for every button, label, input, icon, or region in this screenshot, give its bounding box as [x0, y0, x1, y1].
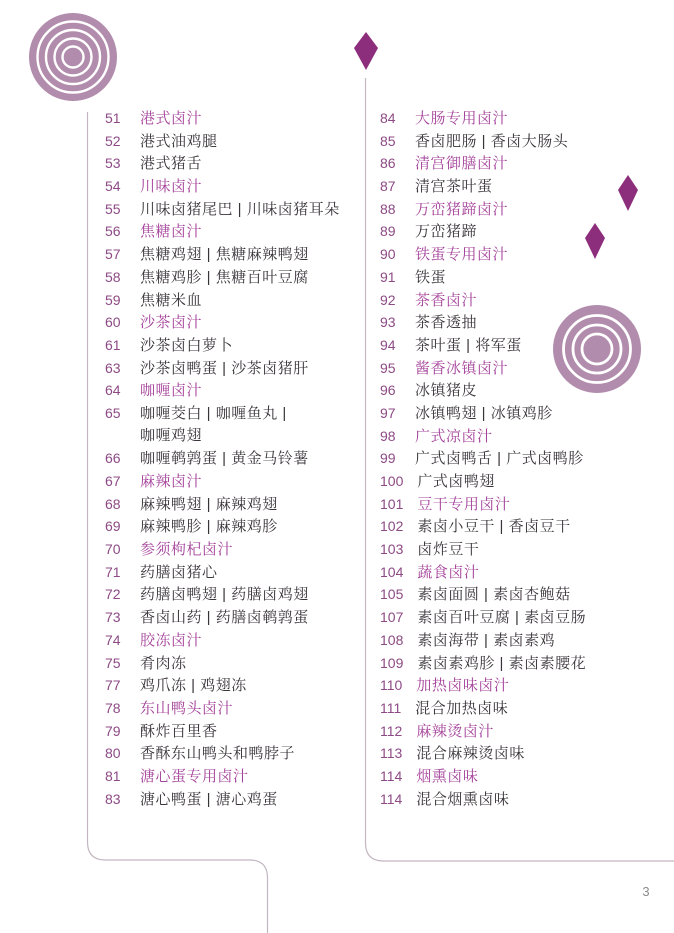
- entry-number: 77: [105, 677, 121, 694]
- toc-row: [380, 289, 586, 312]
- entry-title: 焦糖卤汁: [140, 223, 203, 241]
- entry-number: 66: [105, 450, 121, 467]
- entry-title: 广式卤鸭舌 | 广式卤鸭胗: [415, 450, 584, 468]
- entry-number: 113: [380, 745, 403, 762]
- toc-row: [380, 220, 586, 243]
- toc-row: [380, 697, 586, 720]
- entry-number: 87: [380, 178, 396, 195]
- entry-number: 89: [380, 223, 396, 240]
- entry-title: 沙茶卤白萝卜: [140, 336, 234, 354]
- entry-title: 万峦猪蹄卤汁: [415, 200, 509, 218]
- entry-number: 67: [105, 473, 121, 489]
- entry-title: 冰镇猪皮: [415, 382, 478, 400]
- entry-title: 港式卤汁: [140, 110, 203, 127]
- toc-row: [380, 561, 586, 584]
- entry-number: 69: [105, 518, 121, 535]
- entry-number: 107: [380, 609, 404, 626]
- entry-title: 素卤小豆干 | 香卤豆干: [417, 518, 571, 536]
- entry-title: 沙茶卤鸭蛋 | 沙茶卤猪肝: [140, 359, 309, 377]
- toc-row: [380, 538, 586, 561]
- entry-number: 58: [105, 268, 121, 285]
- entry-number: 75: [105, 654, 121, 671]
- entry-number: 54: [105, 178, 121, 195]
- toc-row: [380, 493, 586, 516]
- diamond-right-lower: [585, 223, 605, 259]
- toc-row: [380, 629, 586, 652]
- toc-row: [105, 198, 340, 221]
- entry-title: 酱香冰镇卤汁: [415, 359, 509, 377]
- toc-row: [380, 311, 586, 334]
- entry-title: 药膳卤猪心: [140, 563, 218, 581]
- entry-number: 95: [380, 359, 396, 376]
- entry-number: 102: [380, 518, 404, 535]
- toc-row: [105, 652, 340, 675]
- toc-row: [105, 720, 340, 743]
- entry-number: 100: [380, 473, 404, 489]
- entry-number: 60: [105, 314, 121, 331]
- entry-title: 咖喱茭白 | 咖喱鱼丸 |: [140, 404, 287, 422]
- entry-number: 52: [105, 132, 121, 149]
- entry-number: 53: [105, 155, 121, 172]
- toc-row: [380, 583, 586, 606]
- toc-row: [105, 629, 340, 652]
- entry-title: 素卤百叶豆腐 | 素卤豆肠: [417, 609, 587, 627]
- entry-title: 香酥东山鸭头和鸭脖子: [140, 745, 296, 763]
- entry-title: 蔬食卤汁: [417, 563, 480, 581]
- entry-title: 混合加热卤味: [415, 699, 509, 717]
- toc-row: [105, 561, 340, 584]
- toc-row: [105, 425, 340, 448]
- toc-row: [105, 379, 340, 402]
- entry-title: 焦糖鸡胗 | 焦糖百叶豆腐: [140, 268, 309, 286]
- toc-row: [105, 357, 340, 380]
- entry-number: 98: [380, 427, 396, 444]
- toc-row: [105, 289, 340, 312]
- toc-row: [105, 583, 340, 606]
- entry-title: 加热卤味卤汁: [416, 677, 510, 695]
- toc-row: [105, 175, 340, 198]
- entry-title: 沙茶卤汁: [140, 314, 203, 332]
- entry-number: 99: [380, 450, 396, 467]
- toc-row: [105, 334, 340, 357]
- entry-title: 川味卤猪尾巴 | 川味卤猪耳朵: [140, 200, 340, 218]
- entry-number: 56: [105, 223, 121, 240]
- toc-row: [380, 402, 586, 425]
- toc-row: [380, 742, 586, 765]
- entry-title: 茶香卤汁: [415, 291, 478, 309]
- entry-title: 铁蛋专用卤汁: [415, 246, 509, 264]
- entry-number: 79: [105, 722, 121, 739]
- entry-number: 78: [105, 699, 121, 716]
- entry-number: 80: [105, 745, 121, 762]
- entry-title: 广式卤鸭翅: [417, 473, 495, 490]
- entry-number: 109: [380, 654, 404, 671]
- toc-row: [380, 152, 586, 175]
- entry-number: 88: [380, 200, 396, 217]
- toc-row: [105, 243, 340, 266]
- entry-number: 90: [380, 246, 396, 263]
- toc-row: [380, 470, 586, 493]
- entry-title: 铁蛋: [415, 268, 447, 286]
- entry-title: 素卤海带 | 素卤素鸡: [417, 631, 556, 649]
- toc-row: [105, 697, 340, 720]
- toc-row: [380, 674, 586, 697]
- spiral-circle-top-left: [29, 13, 117, 101]
- toc-row: [105, 765, 340, 788]
- toc-row: [105, 152, 340, 175]
- toc-row: [380, 266, 586, 289]
- entry-title: 麻辣鸭翅 | 麻辣鸡翅: [140, 495, 278, 513]
- toc-row: [105, 742, 340, 765]
- toc-row: [380, 447, 586, 470]
- toc-row: [380, 425, 586, 448]
- entry-title: 咖喱鹌鹑蛋 | 黄金马铃薯: [140, 450, 309, 468]
- entry-title: 混合烟熏卤味: [416, 790, 510, 808]
- entry-title: 肴肉冻: [140, 654, 187, 672]
- entry-number: 65: [105, 404, 121, 421]
- entry-title: 鸡爪冻 | 鸡翅冻: [140, 677, 247, 695]
- entry-title: 混合麻辣烫卤味: [416, 745, 525, 763]
- entry-number: 114: [380, 790, 403, 807]
- toc-row: [380, 334, 586, 357]
- entry-title: 胶冻卤汁: [140, 631, 203, 649]
- entry-number: 91: [380, 268, 396, 285]
- entry-title: 东山鸭头卤汁: [140, 699, 234, 717]
- entry-title: 广式凉卤汁: [415, 427, 493, 445]
- entry-number: 103: [380, 541, 404, 558]
- entry-number: 108: [380, 631, 404, 648]
- entry-number: 55: [105, 200, 121, 217]
- toc-row: [105, 402, 340, 425]
- entry-title: 咖喱鸡翅: [140, 426, 203, 444]
- entry-title: 香卤肥肠 | 香卤大肠头: [415, 132, 569, 150]
- entry-title: 焦糖米血: [140, 291, 203, 309]
- entry-number: 84: [380, 110, 396, 126]
- entry-title: 冰镇鸭翅 | 冰镇鸡胗: [415, 404, 553, 422]
- entry-number: 59: [105, 291, 121, 308]
- entry-number: 63: [105, 359, 121, 376]
- toc-row: [380, 606, 586, 629]
- entry-title: 川味卤汁: [140, 178, 203, 196]
- entry-number: 72: [105, 586, 121, 603]
- entry-number: 104: [380, 563, 404, 580]
- toc-left-column: [105, 107, 340, 810]
- toc-row: [105, 788, 340, 811]
- toc-row: [380, 175, 586, 198]
- toc-row: [380, 379, 586, 402]
- entry-title: 素卤素鸡胗 | 素卤素腰花: [417, 654, 587, 672]
- toc-row: [105, 266, 340, 289]
- entry-title: 大肠专用卤汁: [415, 110, 509, 127]
- entry-title: 溏心鸭蛋 | 溏心鸡蛋: [140, 790, 278, 808]
- toc-right-column: [380, 107, 586, 810]
- entry-title: 参须枸杞卤汁: [140, 541, 234, 559]
- entry-title: 麻辣卤汁: [140, 473, 203, 490]
- entry-number: 71: [105, 563, 121, 580]
- entry-number: 105: [380, 586, 404, 603]
- entry-title: 烟熏卤味: [416, 767, 479, 785]
- diamond-top-center: [354, 32, 378, 70]
- toc-row: [105, 674, 340, 697]
- toc-row: [380, 515, 586, 538]
- toc-row: [105, 107, 340, 130]
- entry-title: 豆干专用卤汁: [417, 495, 511, 513]
- entry-number: 92: [380, 291, 396, 308]
- toc-row: [105, 130, 340, 153]
- toc-row: [105, 606, 340, 629]
- diamond-right-upper: [618, 175, 638, 211]
- entry-title: 港式猪舌: [140, 155, 203, 173]
- toc-row: [380, 765, 586, 788]
- entry-number: 83: [105, 790, 121, 807]
- entry-title: 万峦猪蹄: [415, 223, 478, 241]
- toc-row: [380, 357, 586, 380]
- entry-number: 74: [105, 631, 121, 648]
- toc-row: [105, 447, 340, 470]
- entry-number: 68: [105, 495, 121, 512]
- entry-number: 93: [380, 314, 396, 331]
- entry-number: 81: [105, 767, 121, 784]
- toc-row: [105, 538, 340, 561]
- entry-number: 51: [105, 110, 121, 126]
- toc-row: [380, 788, 586, 811]
- entry-title: 咖喱卤汁: [140, 382, 203, 400]
- entry-title: 清宫御膳卤汁: [415, 155, 509, 173]
- entry-title: 清宫茶叶蛋: [415, 178, 493, 196]
- toc-row: [105, 470, 340, 493]
- toc-row: [380, 107, 586, 130]
- entry-title: 酥炸百里香: [140, 722, 218, 740]
- entry-number: 97: [380, 404, 396, 421]
- entry-title: 素卤面圆 | 素卤杏鲍菇: [417, 586, 571, 604]
- entry-title: 麻辣鸭胗 | 麻辣鸡胗: [140, 518, 278, 536]
- entry-title: 药膳卤鸭翅 | 药膳卤鸡翅: [140, 586, 309, 604]
- entry-title: 茶香透抽: [415, 314, 478, 332]
- entry-number: 57: [105, 246, 121, 263]
- toc-row: [105, 515, 340, 538]
- toc-row: [380, 198, 586, 221]
- toc-row: [380, 652, 586, 675]
- entry-number: 70: [105, 541, 121, 558]
- entry-number: 64: [105, 382, 121, 399]
- entry-number: 101: [380, 495, 404, 512]
- entry-number: 61: [105, 336, 121, 353]
- entry-title: 麻辣烫卤汁: [416, 722, 494, 740]
- entry-number: 110: [380, 677, 403, 694]
- entry-number: 112: [380, 722, 403, 739]
- toc-row: [380, 130, 586, 153]
- entry-number: 73: [105, 609, 121, 626]
- entry-title: 溏心蛋专用卤汁: [140, 767, 249, 785]
- entry-number: 85: [380, 132, 396, 149]
- entry-title: 香卤山药 | 药膳卤鹌鹑蛋: [140, 609, 309, 627]
- entry-number: 114: [380, 767, 403, 784]
- toc-row: [380, 720, 586, 743]
- entry-number: 86: [380, 155, 396, 172]
- entry-title: 焦糖鸡翅 | 焦糖麻辣鸭翅: [140, 246, 309, 264]
- entry-number: 111: [380, 699, 402, 716]
- entry-title: 港式油鸡腿: [140, 132, 218, 150]
- entry-number: 96: [380, 382, 396, 399]
- toc-row: [105, 493, 340, 516]
- toc-row: [105, 311, 340, 334]
- toc-row: [380, 243, 586, 266]
- entry-title: 茶叶蛋 | 将军蛋: [415, 336, 522, 354]
- entry-number: 94: [380, 336, 396, 353]
- page-number: 3: [642, 884, 650, 899]
- toc-row: [105, 220, 340, 243]
- entry-title: 卤炸豆干: [417, 541, 480, 559]
